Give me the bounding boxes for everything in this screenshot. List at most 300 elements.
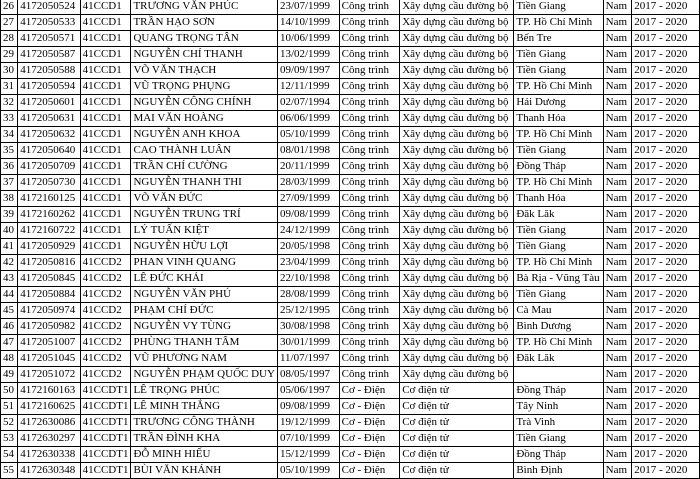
major-cell: Xây dựng cầu đường bộ [400,63,514,79]
birth-date-cell: 13/02/1999 [277,47,339,63]
student-id-cell: 4172160163 [18,383,80,399]
row-number-cell: 44 [1,287,18,303]
faculty-cell: Công trình [339,367,400,383]
class-code-cell: 41CCD1 [80,143,131,159]
table-row [1,31,700,47]
student-id-cell: 4172630297 [18,431,80,447]
birth-date-cell: 24/12/1999 [277,223,339,239]
class-code-cell: 41CCD2 [80,287,131,303]
table-row [1,463,700,479]
full-name-cell: TRƯƠNG CÔNG THÀNH [131,415,277,431]
gender-cell: Nam [603,47,632,63]
major-cell: Xây dựng cầu đường bộ [400,95,514,111]
row-number-cell: 48 [1,351,18,367]
row-number-cell: 26 [1,0,18,15]
birth-date-cell: 23/04/1999 [277,255,339,271]
student-id-cell: 4172050982 [18,319,80,335]
course-years-cell: 2017 - 2020 [632,47,700,63]
class-code-cell: 41CCD1 [80,223,131,239]
faculty-cell: Công trình [339,255,400,271]
major-cell: Xây dựng cầu đường bộ [400,207,514,223]
student-id-cell: 4172050730 [18,175,80,191]
class-code-cell: 41CCD2 [80,255,131,271]
gender-cell: Nam [603,15,632,31]
course-years-cell: 2017 - 2020 [632,191,700,207]
class-code-cell: 41CCD1 [80,159,131,175]
major-cell: Xây dựng cầu đường bộ [400,271,514,287]
gender-cell: Nam [603,303,632,319]
hometown-cell: TP. Hồ Chí Minh [514,255,603,271]
class-code-cell: 41CCDT1 [80,415,131,431]
class-code-cell: 41CCD1 [80,47,131,63]
faculty-cell: Công trình [339,15,400,31]
table-row [1,191,700,207]
row-number-cell: 28 [1,31,18,47]
row-number-cell: 52 [1,415,18,431]
course-years-cell: 2017 - 2020 [632,111,700,127]
major-cell: Cơ điện tử [400,447,514,463]
birth-date-cell: 09/08/1999 [277,399,339,415]
faculty-cell: Công trình [339,47,400,63]
full-name-cell: PHÙNG THANH TÂM [131,335,277,351]
row-number-cell: 46 [1,319,18,335]
birth-date-cell: 10/06/1999 [277,31,339,47]
faculty-cell: Cơ - Điện [339,463,400,479]
full-name-cell: LÝ TUẤN KIỆT [131,223,277,239]
hometown-cell: Đăk Lăk [514,351,603,367]
full-name-cell: MAI VĂN HOÀNG [131,111,277,127]
birth-date-cell: 05/06/1997 [277,383,339,399]
hometown-cell: Hải Dương [514,95,603,111]
faculty-cell: Công trình [339,63,400,79]
row-number-cell: 51 [1,399,18,415]
full-name-cell: PHẠM CHÍ ĐỨC [131,303,277,319]
hometown-cell: TP. Hồ Chí Minh [514,335,603,351]
row-number-cell: 35 [1,143,18,159]
hometown-cell: Tây Ninh [514,399,603,415]
birth-date-cell: 09/08/1999 [277,207,339,223]
student-id-cell: 4172160125 [18,191,80,207]
row-number-cell: 33 [1,111,18,127]
faculty-cell: Công trình [339,95,400,111]
gender-cell: Nam [603,463,632,479]
row-number-cell: 50 [1,383,18,399]
full-name-cell: TRƯƠNG VĂN PHÚC [131,0,277,15]
gender-cell: Nam [603,255,632,271]
course-years-cell: 2017 - 2020 [632,239,700,255]
full-name-cell: LÊ TRỌNG PHÚC [131,383,277,399]
major-cell: Xây dựng cầu đường bộ [400,191,514,207]
birth-date-cell: 14/10/1999 [277,15,339,31]
full-name-cell: QUANG TRỌNG TÂN [131,31,277,47]
gender-cell: Nam [603,415,632,431]
table-row [1,0,700,15]
faculty-cell: Cơ - Điện [339,399,400,415]
hometown-cell: Tiền Giang [514,239,603,255]
gender-cell: Nam [603,159,632,175]
full-name-cell: BÙI VĂN KHÁNH [131,463,277,479]
hometown-cell: Đồng Tháp [514,159,603,175]
course-years-cell: 2017 - 2020 [632,15,700,31]
major-cell: Xây dựng cầu đường bộ [400,31,514,47]
hometown-cell: Bình Định [514,463,603,479]
faculty-cell: Cơ - Điện [339,383,400,399]
student-id-cell: 4172050632 [18,127,80,143]
student-id-cell: 4172050640 [18,143,80,159]
table-row [1,383,700,399]
course-years-cell: 2017 - 2020 [632,31,700,47]
full-name-cell: NGUYỄN VĂN PHÚ [131,287,277,303]
birth-date-cell: 19/12/1999 [277,415,339,431]
hometown-cell: Thanh Hóa [514,191,603,207]
student-id-cell: 4172050588 [18,63,80,79]
faculty-cell: Công trình [339,159,400,175]
gender-cell: Nam [603,143,632,159]
major-cell: Xây dựng cầu đường bộ [400,79,514,95]
major-cell: Xây dựng cầu đường bộ [400,127,514,143]
gender-cell: Nam [603,0,632,15]
row-number-cell: 55 [1,463,18,479]
course-years-cell: 2017 - 2020 [632,335,700,351]
hometown-cell: Tiền Giang [514,47,603,63]
course-years-cell: 2017 - 2020 [632,63,700,79]
full-name-cell: NGUYỄN TRUNG TRÍ [131,207,277,223]
course-years-cell: 2017 - 2020 [632,319,700,335]
gender-cell: Nam [603,207,632,223]
full-name-cell: TRẦN CHÍ CƯỜNG [131,159,277,175]
student-id-cell: 4172050601 [18,95,80,111]
gender-cell: Nam [603,95,632,111]
gender-cell: Nam [603,63,632,79]
gender-cell: Nam [603,367,632,383]
table-row [1,271,700,287]
class-code-cell: 41CCD1 [80,15,131,31]
class-code-cell: 41CCD1 [80,191,131,207]
class-code-cell: 41CCD1 [80,207,131,223]
table-row [1,175,700,191]
class-code-cell: 41CCDT1 [80,463,131,479]
hometown-cell: TP. Hồ Chí Minh [514,127,603,143]
major-cell: Cơ điện tử [400,463,514,479]
course-years-cell: 2017 - 2020 [632,79,700,95]
course-years-cell: 2017 - 2020 [632,415,700,431]
student-id-cell: 4172051045 [18,351,80,367]
class-code-cell: 41CCD2 [80,367,131,383]
row-number-cell: 53 [1,431,18,447]
gender-cell: Nam [603,271,632,287]
table-row [1,15,700,31]
class-code-cell: 41CCD1 [80,127,131,143]
table-row [1,159,700,175]
faculty-cell: Công trình [339,191,400,207]
faculty-cell: Công trình [339,79,400,95]
gender-cell: Nam [603,431,632,447]
major-cell: Xây dựng cầu đường bộ [400,319,514,335]
table-row [1,223,700,239]
major-cell: Cơ điện tử [400,431,514,447]
class-code-cell: 41CCD1 [80,79,131,95]
student-id-cell: 4172051072 [18,367,80,383]
student-id-cell: 4172160722 [18,223,80,239]
course-years-cell: 2017 - 2020 [632,431,700,447]
student-id-cell: 4172050524 [18,0,80,15]
table-row [1,367,700,383]
course-years-cell: 2017 - 2020 [632,95,700,111]
course-years-cell: 2017 - 2020 [632,383,700,399]
row-number-cell: 41 [1,239,18,255]
birth-date-cell: 30/01/1999 [277,335,339,351]
birth-date-cell: 28/03/1999 [277,175,339,191]
major-cell: Xây dựng cầu đường bộ [400,15,514,31]
class-code-cell: 41CCDT1 [80,383,131,399]
full-name-cell: NGUYỄN CHÍ THANH [131,47,277,63]
hometown-cell: Tiền Giang [514,223,603,239]
faculty-cell: Công trình [339,223,400,239]
faculty-cell: Công trình [339,207,400,223]
table-row [1,127,700,143]
row-number-cell: 43 [1,271,18,287]
student-id-cell: 4172050594 [18,79,80,95]
table-row [1,79,700,95]
birth-date-cell: 20/05/1998 [277,239,339,255]
birth-date-cell: 27/09/1999 [277,191,339,207]
class-code-cell: 41CCD1 [80,95,131,111]
major-cell: Xây dựng cầu đường bộ [400,351,514,367]
full-name-cell: NGUYỄN CÔNG CHÍNH [131,95,277,111]
hometown-cell: Đồng Tháp [514,447,603,463]
gender-cell: Nam [603,191,632,207]
birth-date-cell: 12/11/1999 [277,79,339,95]
major-cell: Xây dựng cầu đường bộ [400,159,514,175]
faculty-cell: Công trình [339,127,400,143]
birth-date-cell: 06/06/1999 [277,111,339,127]
hometown-cell: Tiền Giang [514,0,603,15]
student-id-cell: 4172630348 [18,463,80,479]
hometown-cell: Bà Rịa - Vũng Tàu [514,271,603,287]
table-row [1,207,700,223]
row-number-cell: 49 [1,367,18,383]
table-row [1,399,700,415]
major-cell: Cơ điện tử [400,399,514,415]
birth-date-cell: 30/08/1998 [277,319,339,335]
hometown-cell: Tiền Giang [514,63,603,79]
faculty-cell: Cơ - Điện [339,415,400,431]
class-code-cell: 41CCD2 [80,351,131,367]
student-id-cell: 4172050709 [18,159,80,175]
course-years-cell: 2017 - 2020 [632,159,700,175]
hometown-cell: Đăk Lăk [514,207,603,223]
birth-date-cell: 09/09/1997 [277,63,339,79]
faculty-cell: Công trình [339,31,400,47]
hometown-cell: Trà Vinh [514,415,603,431]
major-cell: Xây dựng cầu đường bộ [400,367,514,383]
faculty-cell: Công trình [339,303,400,319]
course-years-cell: 2017 - 2020 [632,287,700,303]
birth-date-cell: 20/11/1999 [277,159,339,175]
full-name-cell: TRẦN ĐÌNH KHA [131,431,277,447]
hometown-cell: Đồng Tháp [514,383,603,399]
full-name-cell: VŨ PHƯƠNG NAM [131,351,277,367]
major-cell: Xây dựng cầu đường bộ [400,303,514,319]
student-id-cell: 4172050929 [18,239,80,255]
major-cell: Xây dựng cầu đường bộ [400,47,514,63]
row-number-cell: 39 [1,207,18,223]
table-body [1,0,700,479]
hometown-cell: Tiền Giang [514,143,603,159]
table-row [1,63,700,79]
faculty-cell: Công trình [339,175,400,191]
table-row [1,255,700,271]
class-code-cell: 41CCD2 [80,303,131,319]
full-name-cell: NGUYỄN HỮU LỢI [131,239,277,255]
faculty-cell: Công trình [339,287,400,303]
student-id-cell: 4172160625 [18,399,80,415]
full-name-cell: NGUYỄN VY TÙNG [131,319,277,335]
class-code-cell: 41CCD1 [80,239,131,255]
full-name-cell: LÊ ĐỨC KHẢI [131,271,277,287]
gender-cell: Nam [603,31,632,47]
course-years-cell: 2017 - 2020 [632,271,700,287]
row-number-cell: 30 [1,63,18,79]
major-cell: Cơ điện tử [400,415,514,431]
gender-cell: Nam [603,79,632,95]
full-name-cell: PHAN VINH QUANG [131,255,277,271]
row-number-cell: 40 [1,223,18,239]
course-years-cell: 2017 - 2020 [632,367,700,383]
table-row [1,303,700,319]
student-id-cell: 4172160262 [18,207,80,223]
major-cell: Xây dựng cầu đường bộ [400,175,514,191]
major-cell: Xây dựng cầu đường bộ [400,0,514,15]
row-number-cell: 42 [1,255,18,271]
faculty-cell: Công trình [339,0,400,15]
student-id-cell: 4172050974 [18,303,80,319]
faculty-cell: Công trình [339,271,400,287]
major-cell: Xây dựng cầu đường bộ [400,255,514,271]
birth-date-cell: 23/07/1999 [277,0,339,15]
birth-date-cell: 02/07/1994 [277,95,339,111]
hometown-cell: TP. Hồ Chí Minh [514,175,603,191]
faculty-cell: Cơ - Điện [339,447,400,463]
course-years-cell: 2017 - 2020 [632,399,700,415]
faculty-cell: Cơ - Điện [339,431,400,447]
row-number-cell: 29 [1,47,18,63]
course-years-cell: 2017 - 2020 [632,143,700,159]
gender-cell: Nam [603,175,632,191]
row-number-cell: 27 [1,15,18,31]
student-id-cell: 4172050884 [18,287,80,303]
row-number-cell: 32 [1,95,18,111]
class-code-cell: 41CCD2 [80,271,131,287]
course-years-cell: 2017 - 2020 [632,447,700,463]
class-code-cell: 41CCDT1 [80,447,131,463]
class-code-cell: 41CCD2 [80,319,131,335]
row-number-cell: 31 [1,79,18,95]
course-years-cell: 2017 - 2020 [632,351,700,367]
major-cell: Xây dựng cầu đường bộ [400,335,514,351]
gender-cell: Nam [603,351,632,367]
student-id-cell: 4172050631 [18,111,80,127]
table-row [1,431,700,447]
birth-date-cell: 22/10/1998 [277,271,339,287]
faculty-cell: Công trình [339,335,400,351]
major-cell: Xây dựng cầu đường bộ [400,239,514,255]
faculty-cell: Công trình [339,239,400,255]
gender-cell: Nam [603,319,632,335]
hometown-cell: Tiền Giang [514,431,603,447]
major-cell: Xây dựng cầu đường bộ [400,287,514,303]
gender-cell: Nam [603,223,632,239]
table-row [1,47,700,63]
student-id-cell: 4172050533 [18,15,80,31]
birth-date-cell: 28/08/1999 [277,287,339,303]
birth-date-cell: 07/10/1999 [277,431,339,447]
row-number-cell: 34 [1,127,18,143]
birth-date-cell: 11/07/1997 [277,351,339,367]
course-years-cell: 2017 - 2020 [632,127,700,143]
student-id-cell: 4172050587 [18,47,80,63]
class-code-cell: 41CCD1 [80,31,131,47]
hometown-cell: Thanh Hóa [514,111,603,127]
full-name-cell: LÊ MINH THẮNG [131,399,277,415]
gender-cell: Nam [603,335,632,351]
birth-date-cell: 25/12/1995 [277,303,339,319]
birth-date-cell: 08/01/1998 [277,143,339,159]
table-row [1,447,700,463]
full-name-cell: NGUYỄN ANH KHOA [131,127,277,143]
course-years-cell: 2017 - 2020 [632,255,700,271]
student-id-cell: 4172050816 [18,255,80,271]
faculty-cell: Công trình [339,319,400,335]
gender-cell: Nam [603,447,632,463]
major-cell: Xây dựng cầu đường bộ [400,223,514,239]
course-years-cell: 2017 - 2020 [632,207,700,223]
full-name-cell: NGUYỄN PHẠM QUỐC DUY [131,367,277,383]
gender-cell: Nam [603,239,632,255]
major-cell: Xây dựng cầu đường bộ [400,143,514,159]
major-cell: Xây dựng cầu đường bộ [400,111,514,127]
gender-cell: Nam [603,399,632,415]
row-number-cell: 37 [1,175,18,191]
hometown-cell: TP. Hồ Chí Minh [514,15,603,31]
full-name-cell: VÕ VĂN ĐỨC [131,191,277,207]
course-years-cell: 2017 - 2020 [632,223,700,239]
gender-cell: Nam [603,287,632,303]
full-name-cell: VŨ TRỌNG PHỤNG [131,79,277,95]
full-name-cell: VÕ VĂN THẠCH [131,63,277,79]
class-code-cell: 41CCD2 [80,335,131,351]
table-row [1,351,700,367]
course-years-cell: 2017 - 2020 [632,463,700,479]
class-code-cell: 41CCDT1 [80,399,131,415]
student-id-cell: 4172050845 [18,271,80,287]
table-row [1,287,700,303]
hometown-cell: Bến Tre [514,31,603,47]
student-id-cell: 4172050571 [18,31,80,47]
gender-cell: Nam [603,111,632,127]
table-row [1,111,700,127]
gender-cell: Nam [603,383,632,399]
class-code-cell: 41CCDT1 [80,431,131,447]
hometown-cell: TP. Hồ Chí Minh [514,79,603,95]
course-years-cell: 2017 - 2020 [632,0,700,15]
table-row [1,239,700,255]
student-id-cell: 4172630086 [18,415,80,431]
hometown-cell: Cà Mau [514,303,603,319]
row-number-cell: 36 [1,159,18,175]
row-number-cell: 38 [1,191,18,207]
class-code-cell: 41CCD1 [80,111,131,127]
